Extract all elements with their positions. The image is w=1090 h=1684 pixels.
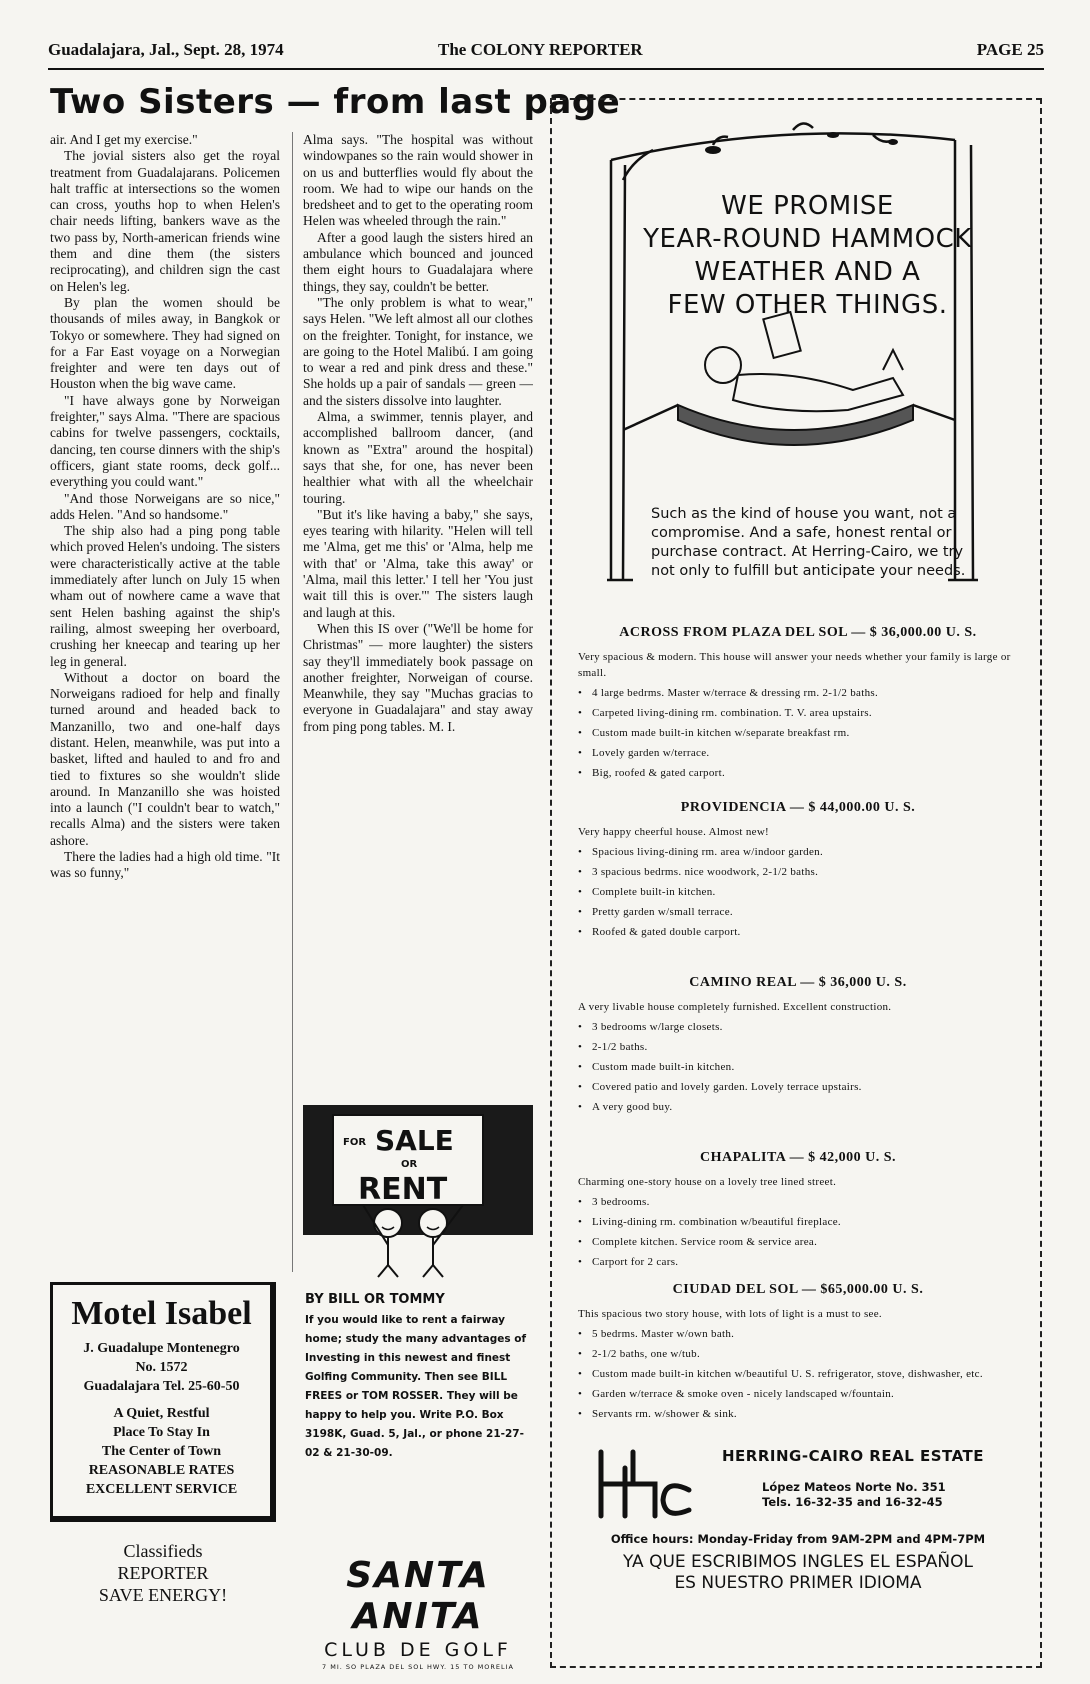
page-header bbox=[48, 40, 1044, 62]
listing-feature: • 5 bedrms. Master w/own bath. bbox=[578, 1326, 1018, 1342]
company-address: López Mateos Norte No. 351 bbox=[762, 1480, 946, 1494]
slogan-line: WE PROMISE bbox=[721, 191, 894, 221]
listing-heading: CAMINO REAL — $ 36,000 U. S. bbox=[689, 975, 907, 990]
motel-isabel-ad bbox=[50, 1282, 276, 1522]
listing-plaza-del-sol bbox=[578, 625, 1018, 785]
classifieds-slogan: SAVE ENERGY! bbox=[98, 1585, 228, 1605]
paragraph: Alma says. "The hospital was without windowpanes so the rain would shower in on us and butterflies would fly about the room. We had to wipe our hands on the bredsheet and to get to the operating room Helen was wheeled through the rain." bbox=[303, 132, 533, 229]
sign-for: FOR bbox=[343, 1137, 367, 1148]
company-tels: Tels. 16-32-35 and 16-32-45 bbox=[762, 1495, 943, 1509]
listing-feature: • Complete built-in kitchen. bbox=[578, 884, 1018, 900]
listing-intro: Very spacious & modern. This house will answer your needs whether your family is large or small. bbox=[578, 651, 1011, 679]
listing-feature: • Covered patio and lovely garden. Lovely terrace upstairs. bbox=[578, 1079, 1018, 1095]
listing-heading: PROVIDENCIA — $ 44,000.00 U. S. bbox=[680, 800, 916, 815]
story-column-1 bbox=[50, 132, 280, 1262]
dateline: Guadalajara, Jal., Sept. 28, 1974 bbox=[48, 40, 284, 59]
spanish-line: YA QUE ESCRIBIMOS INGLES EL ESPAÑOL bbox=[622, 1552, 974, 1572]
sign-or: OR bbox=[401, 1159, 418, 1170]
listing-feature: • Spacious living-dining rm. area w/indoor garden. bbox=[578, 844, 1018, 860]
classifieds-notice bbox=[50, 1540, 276, 1606]
listing-feature: • Living-dining rm. combination w/beautiful fireplace. bbox=[578, 1214, 1018, 1230]
listing-intro: A very livable house completely furnished. Excellent construction. bbox=[578, 1001, 892, 1013]
spanish-tagline bbox=[560, 1552, 1036, 1594]
paragraph: air. And I get my exercise." bbox=[50, 132, 198, 147]
newspaper-name: The COLONY REPORTER bbox=[438, 40, 643, 59]
listing-feature: • Custom made built-in kitchen w/separate breakfast rm. bbox=[578, 725, 1018, 741]
page-number: PAGE 25 bbox=[976, 40, 1044, 59]
byline: BY BILL OR TOMMY bbox=[305, 1292, 445, 1307]
listing-feature: • Carport for 2 cars. bbox=[578, 1254, 1018, 1270]
motel-slogan: The Center of Town bbox=[101, 1444, 222, 1459]
listing-heading: CHAPALITA — $ 42,000 U. S. bbox=[699, 1150, 897, 1165]
logo-text: HC bbox=[648, 1518, 650, 1519]
for-sale-or-rent-illustration bbox=[303, 1105, 533, 1280]
header-rule bbox=[48, 68, 1044, 70]
listing-feature: • Custom made built-in kitchen. bbox=[578, 1059, 1018, 1075]
slogan-line: WEATHER AND A bbox=[694, 257, 921, 287]
listing-feature: • Garden w/terrace & smoke oven - nicely landscaped w/fountain. bbox=[578, 1386, 1018, 1402]
fairway-home-ad bbox=[305, 1290, 533, 1463]
listing-feature: • Custom made built-in kitchen w/beautiful U. S. refrigerator, stove, dishwasher, etc. bbox=[578, 1366, 1018, 1382]
listing-feature: • Pretty garden w/small terrace. bbox=[578, 904, 1018, 920]
santa-anita-logo bbox=[303, 1555, 533, 1671]
motel-service: EXCELLENT SERVICE bbox=[85, 1482, 238, 1497]
listing-feature: • A very good buy. bbox=[578, 1099, 1018, 1115]
paragraph: Without a doctor on board the Norweigans radioed for help and finally turned around and headed back to Manzanillo, two and one-half days distant. Helen, meanwhile, was put into a basket, lifted and hauled to and fro and tied to fixtures so she wouldn't slide around. In Manzanillo she was hoisted into a launch ("I couldn't bear to watch," recalls Alma) and the sisters were taken ashore. bbox=[50, 669, 280, 848]
sign-sale: SALE bbox=[375, 1124, 454, 1157]
listing-intro: Charming one-story house on a lovely tree lined street. bbox=[578, 1176, 837, 1188]
fairway-ad-body: If you would like to rent a fairway home; study the many advantages of Investing in this newest and finest Golfing Community. Then see BILL FREES or TOM ROSSER. They will be happy to help you. Write P.O. Box 3198K, Guad. 5, Jal., or phone 21-27-02 & 21-30-09. bbox=[305, 1314, 527, 1459]
story-column-2 bbox=[303, 132, 533, 1097]
company-name: HERRING-CAIRO REAL ESTATE bbox=[722, 1447, 985, 1465]
listing-heading: ACROSS FROM PLAZA DEL SOL — $ 36,000.00 U. S. bbox=[619, 625, 977, 640]
ad-slogan bbox=[600, 190, 1015, 322]
motel-rates: REASONABLE RATES bbox=[88, 1463, 235, 1478]
listing-camino-real bbox=[578, 975, 1018, 1119]
club-de-golf: CLUB DE GOLF bbox=[324, 1639, 512, 1661]
paragraph: There the ladies had a high old time. "It was so funny," bbox=[50, 849, 280, 881]
santa-anita-name: SANTA ANITA bbox=[346, 1555, 490, 1637]
paragraph: "And those Norweigans are so nice," adds Helen. "And so handsome." bbox=[50, 490, 280, 522]
listing-ciudad-del-sol bbox=[578, 1282, 1018, 1426]
paragraph: The ship also had a ping pong table which proved Helen's undoing. The sisters were characteristically active at the table immediately after lunch on July 15 when wham out of nowhere came a wave that sent Helen bashing against the ship's railing, almost sweeping her overboard, crushing her kneecap and tearing up her leg in general. bbox=[50, 523, 280, 669]
column-rule bbox=[292, 132, 293, 1272]
company-contact bbox=[762, 1480, 1012, 1510]
motel-slogan: Place To Stay In bbox=[113, 1425, 210, 1440]
listing-feature: • 3 spacious bedrms. nice woodwork, 2-1/2 baths. bbox=[578, 864, 1018, 880]
listing-feature: • 4 large bedrms. Master w/terrace & dressing rm. 2-1/2 baths. bbox=[578, 685, 1018, 701]
motel-street: J. Guadalupe Montenegro bbox=[83, 1341, 240, 1356]
listing-feature: • Complete kitchen. Service room & service area. bbox=[578, 1234, 1018, 1250]
listing-feature: • Servants rm. w/shower & sink. bbox=[578, 1406, 1018, 1422]
listing-intro: This spacious two story house, with lots of light is a must to see. bbox=[578, 1308, 882, 1320]
listing-feature: • 3 bedrooms w/large closets. bbox=[578, 1019, 1018, 1035]
story-headline: Two Sisters — from last page bbox=[50, 82, 621, 122]
paragraph: After a good laugh the sisters hired an ambulance which bounced and jounced them eight hours to Guadalajara where things, they say, couldn't be better. bbox=[303, 229, 533, 294]
paragraph: Alma, a swimmer, tennis player, and accomplished ballroom dancer, (and known as "Extra" around the hospital) says that she, for one, has never been healthier what with all the wheelchair touring. bbox=[303, 409, 533, 506]
listing-feature: • Big, roofed & gated carport. bbox=[578, 765, 1018, 781]
paragraph: "But it's like having a baby," she says, eyes tearing with hilarity. "Helen will tell me 'Alma, get me this' or 'Alma, help me with that' or 'Alma, take this away' or 'Alma, mail this letter.' I tell her 'You just wait till this is over.'" The sisters laugh and laugh at this. bbox=[303, 506, 533, 620]
listing-feature: • 2-1/2 baths. bbox=[578, 1039, 1018, 1055]
listing-intro: Very happy cheerful house. Almost new! bbox=[578, 826, 770, 838]
herring-cairo-logo bbox=[593, 1448, 703, 1520]
paragraph: When this IS over ("We'll be home for Christmas" — more laughter) the sisters say they'll immediately book passage on another freighter, Norweigan of course. Meanwhile, they say "Muchas gracias to everyone in Guadalajara" and stay away from ping pong tables. M. I. bbox=[303, 620, 533, 734]
paragraph: "The only problem is what to wear," says Helen. "We left almost all our clothes on the freighter. Tonight, for instance, we are going to the Hotel Malibú. I am going to wear a red and pink dress and these." She holds up a pair of sandals — green — and the sisters dissolve into laughter. bbox=[303, 294, 533, 408]
listing-heading: CIUDAD DEL SOL — $65,000.00 U. S. bbox=[672, 1282, 924, 1297]
for-sale-sign-graphic bbox=[303, 1105, 533, 1280]
paragraph: By plan the women should be thousands of miles away, in Bangkok or Tokyo or somewhere. They had signed on for a Far East voyage on a Norwegian freighter and were ten days out of Houston when the big wave came. bbox=[50, 294, 280, 392]
listing-chapalita bbox=[578, 1150, 1018, 1274]
paragraph: The jovial sisters also get the royal treatment from Guadalajarans. Policemen halt traffic at intersections so the women can cross, youths hop to when Helen's chair needs lifting, bankers wave as the two pass by, North-american friends wine them and dine them (the sisters reciprocating), and children sign the cast on Helen's leg. bbox=[50, 148, 280, 294]
listing-feature: • 2-1/2 baths, one w/tub. bbox=[578, 1346, 1018, 1362]
paragraph: "I have always gone by Norweigan freighter," says Alma. "There are spacious cabins for twelve passengers, cocktails, dancing, ten course dinners with the ship's officers, giant state rooms, deck golf... everything you could want." bbox=[50, 392, 280, 490]
spanish-line: ES NUESTRO PRIMER IDIOMA bbox=[674, 1573, 922, 1593]
listing-providencia bbox=[578, 800, 1018, 944]
listing-feature: • Carpeted living-dining rm. combination. T. V. area upstairs. bbox=[578, 705, 1018, 721]
slogan-line: YEAR-ROUND HAMMOCK bbox=[643, 224, 972, 254]
classifieds-paper: REPORTER bbox=[117, 1563, 209, 1583]
motel-name: Motel Isabel bbox=[71, 1295, 252, 1332]
sign-rent: RENT bbox=[358, 1172, 448, 1207]
motel-city-tel: Guadalajara Tel. 25-60-50 bbox=[83, 1379, 240, 1394]
santa-anita-address: 7 MI. SO PLAZA DEL SOL HWY. 15 TO MORELIA bbox=[322, 1663, 514, 1671]
listing-feature: • Lovely garden w/terrace. bbox=[578, 745, 1018, 761]
motel-number: No. 1572 bbox=[135, 1360, 188, 1375]
slogan-line: FEW OTHER THINGS. bbox=[667, 290, 948, 320]
listing-feature: • Roofed & gated double carport. bbox=[578, 924, 1018, 940]
listing-feature: • 3 bedrooms. bbox=[578, 1194, 1018, 1210]
ad-blurb: Such as the kind of house you want, not a compromise. And a safe, honest rental or purchase contract. At Herring-Cairo, we try not only to fulfill but anticipate your needs. bbox=[651, 506, 966, 579]
classifieds-title: Classifieds bbox=[123, 1541, 203, 1561]
office-hours: Office hours: Monday-Friday from 9AM-2PM and 4PM-7PM bbox=[610, 1532, 986, 1546]
motel-slogan: A Quiet, Restful bbox=[113, 1406, 210, 1421]
